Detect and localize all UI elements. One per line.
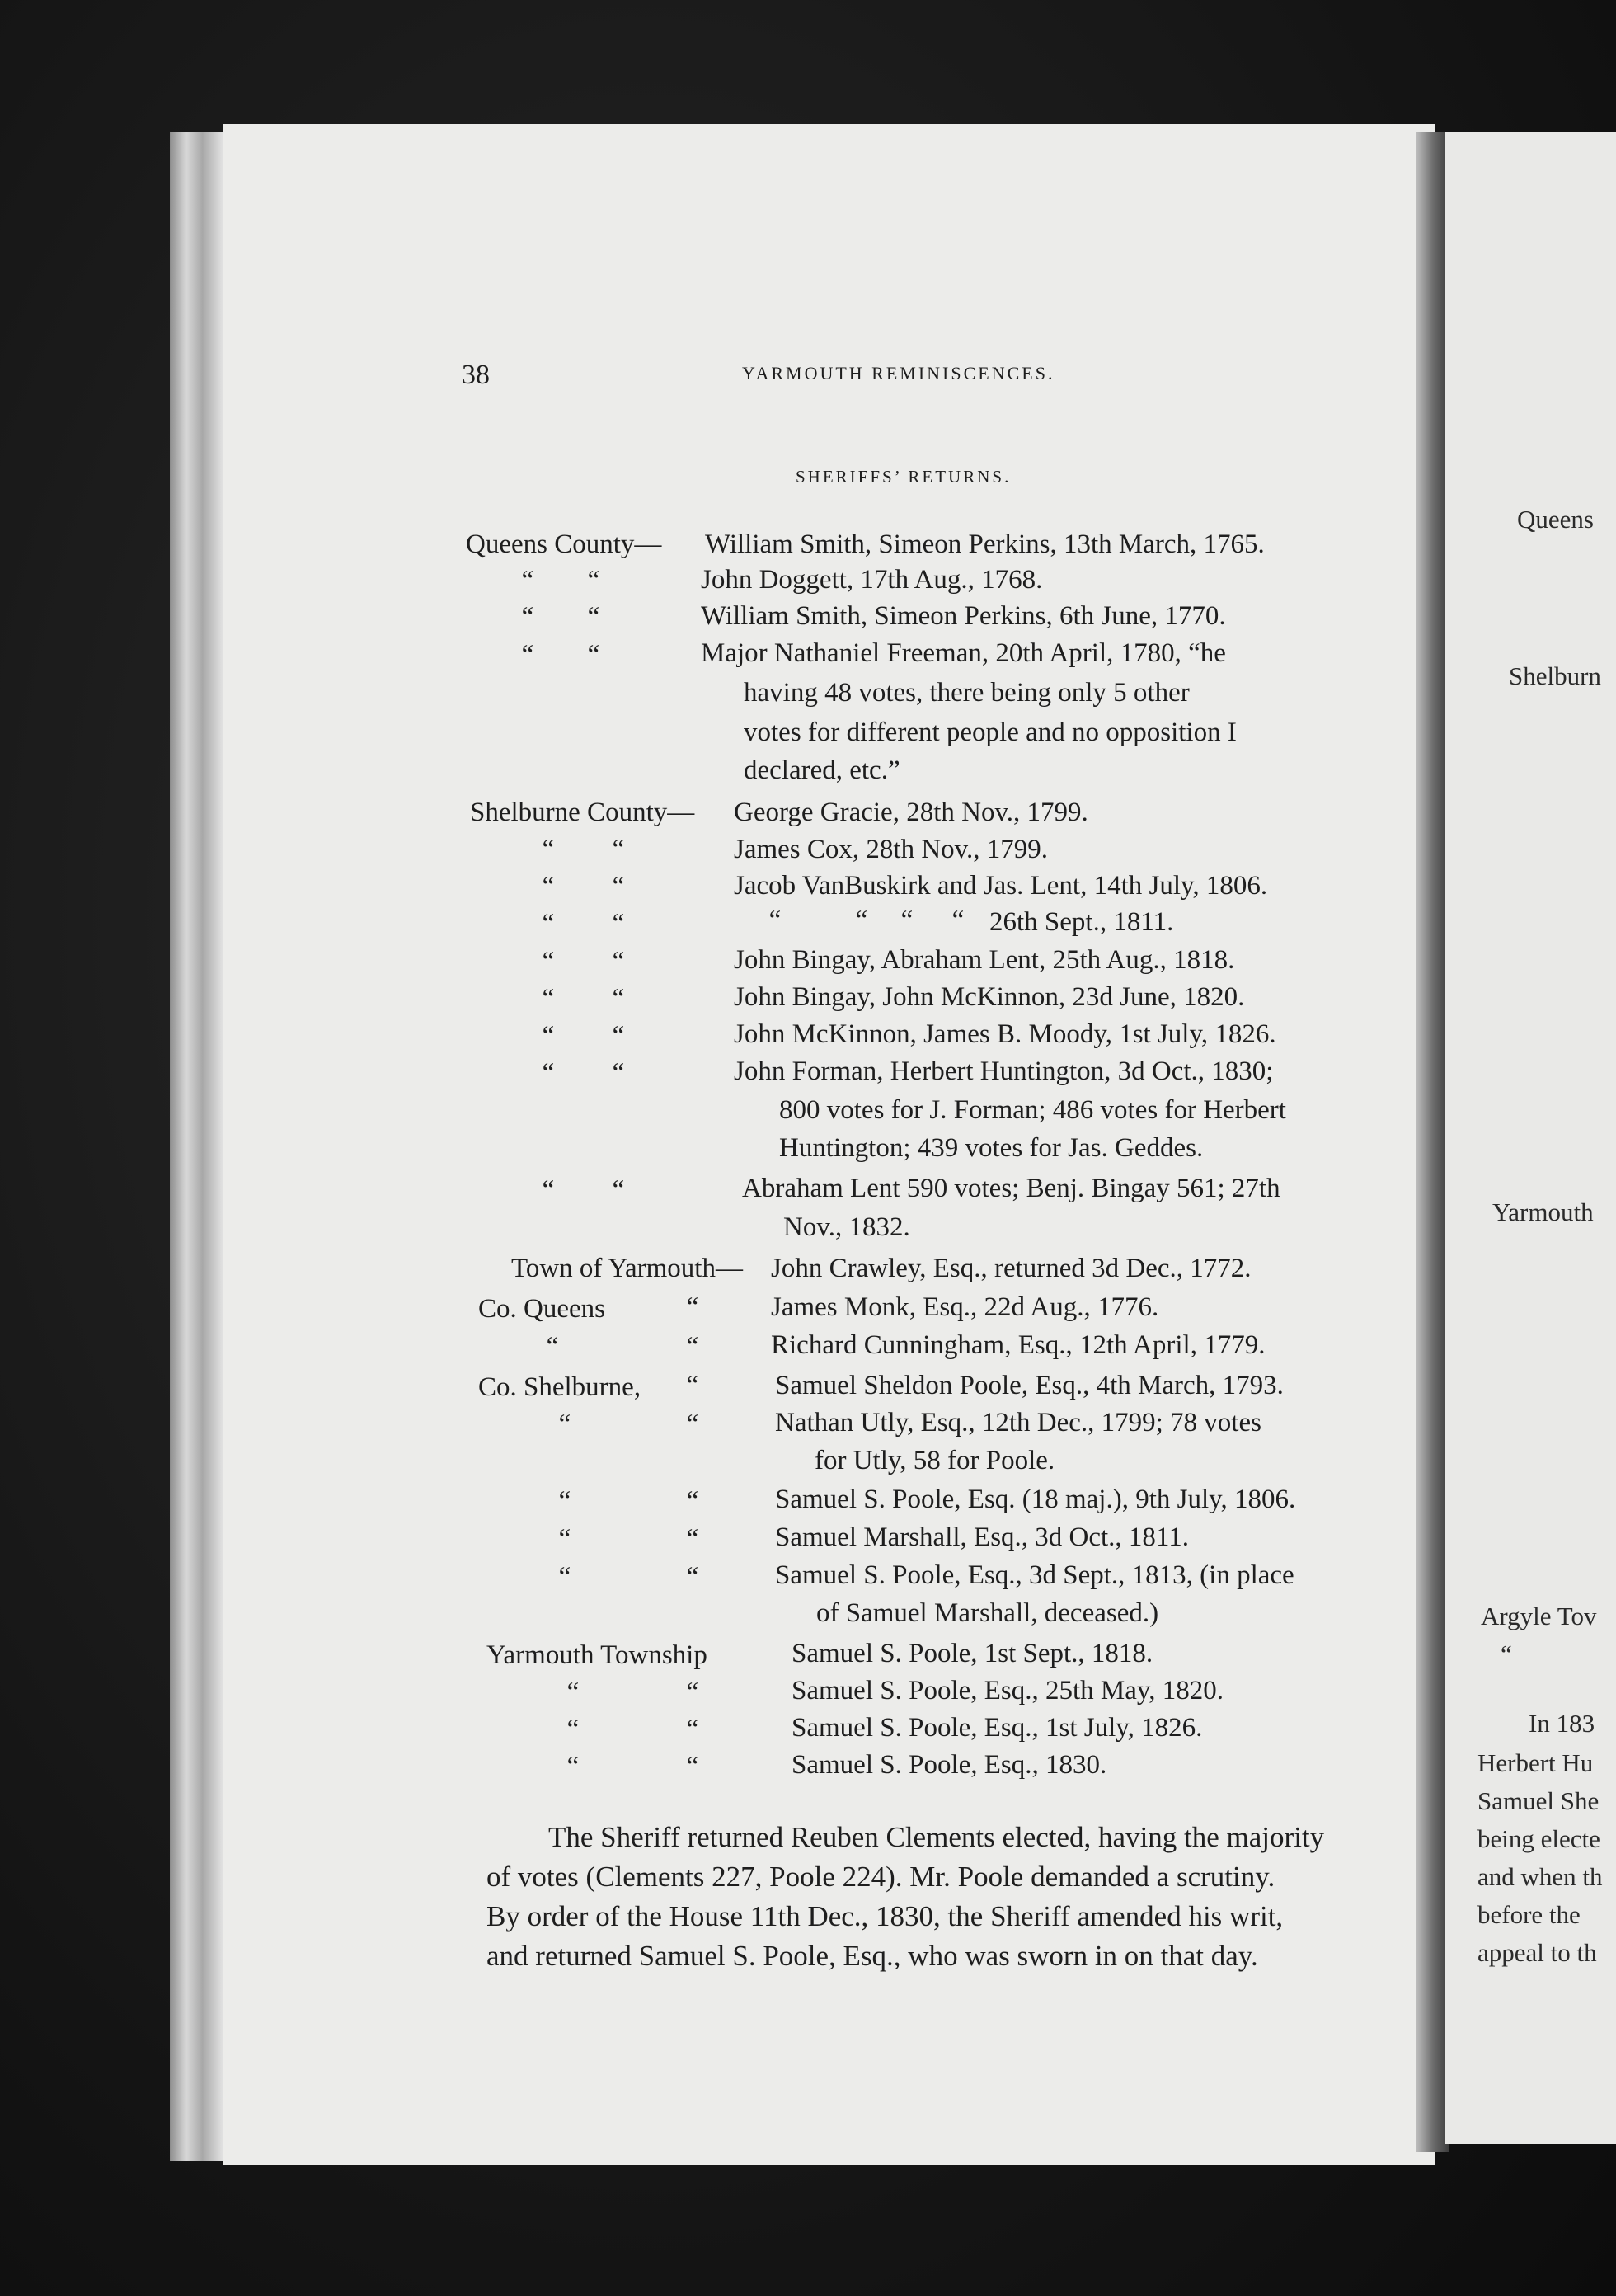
ditto-mark: “ [542, 909, 555, 939]
next-page-fragment: Herbert Hu [1477, 1748, 1594, 1777]
next-page-fragment: before the [1477, 1900, 1581, 1929]
next-page-fragment: Samuel She [1477, 1786, 1600, 1815]
entry-text-continued: Huntington; 439 votes for Jas. Geddes. [779, 1133, 1204, 1163]
next-page-fragment: appeal to th [1477, 1938, 1597, 1967]
ditto-mark: “ [612, 872, 625, 901]
next-page-fragment: Yarmouth [1492, 1197, 1594, 1226]
ditto-mark: “ [521, 640, 534, 670]
ditto-mark: “ [587, 640, 600, 670]
ditto-mark: “ [612, 835, 625, 864]
paragraph-line: The Sheriff returned Reuben Clements elected, having the majority [548, 1821, 1325, 1853]
entry-label: Queens County— [466, 529, 662, 559]
next-page-fragment: “ [1501, 1640, 1512, 1668]
entry-text: James Monk, Esq., 22d Aug., 1776. [771, 1292, 1159, 1322]
next-page-fragment: Shelburn [1509, 661, 1601, 690]
ditto-mark: “ [686, 1371, 699, 1400]
entry-text: John Bingay, Abraham Lent, 25th Aug., 1818. [734, 945, 1235, 975]
ditto-mark: “ [686, 1486, 699, 1516]
next-page-fragment: and when th [1477, 1862, 1603, 1891]
ditto-mark: “ [686, 1562, 699, 1592]
ditto-mark: “ [686, 1409, 699, 1439]
entry-text: Samuel S. Poole, 1st Sept., 1818. [792, 1639, 1153, 1668]
ditto-mark: “ [686, 1715, 699, 1744]
next-page-fragment: Queens [1517, 505, 1594, 534]
ditto-mark: “ [542, 947, 555, 976]
ditto-mark: “ [686, 1524, 699, 1554]
entry-text-continued: 800 votes for J. Forman; 486 votes for Herbert [779, 1095, 1286, 1125]
ditto-mark: “ [612, 984, 625, 1014]
ditto-mark: “ [612, 1021, 625, 1051]
ditto-mark: “ [587, 566, 600, 595]
ditto-mark: “ [558, 1486, 571, 1516]
ditto-mark: “ [521, 566, 534, 595]
entry-text: Major Nathaniel Freeman, 20th April, 1780, “he [701, 638, 1226, 668]
entry-text: George Gracie, 28th Nov., 1799. [734, 797, 1088, 827]
entry-text: Jacob VanBuskirk and Jas. Lent, 14th July, 1806. [734, 871, 1268, 901]
next-page-fragment: In 183 [1529, 1709, 1595, 1738]
ditto-mark: “ [542, 872, 555, 901]
entry-text: James Cox, 28th Nov., 1799. [734, 835, 1049, 864]
entry-text: John Bingay, John McKinnon, 23d June, 1820. [734, 982, 1245, 1012]
entry-text: John Forman, Herbert Huntington, 3d Oct., 1830; [734, 1056, 1274, 1086]
entry-text: William Smith, Simeon Perkins, 6th June, 1770. [701, 601, 1226, 631]
ditto-mark: “ [542, 1175, 555, 1205]
ditto-mark: “ [612, 1058, 625, 1088]
entry-text: Samuel S. Poole, Esq., 25th May, 1820. [792, 1676, 1224, 1706]
ditto-mark: “ [855, 906, 868, 935]
ditto-mark: “ [566, 1715, 580, 1744]
entry-text-continued: Nov., 1832. [783, 1212, 910, 1242]
book-page [223, 124, 1435, 2165]
entry-text: John Doggett, 17th Aug., 1768. [701, 565, 1043, 595]
entry-text-continued: for Utly, 58 for Poole. [815, 1446, 1055, 1475]
ditto-mark: “ [558, 1409, 571, 1439]
ditto-mark: “ [546, 1332, 559, 1362]
running-head: YARMOUTH REMINISCENCES. [742, 363, 1055, 383]
entry-text-continued: of Samuel Marshall, deceased.) [816, 1598, 1159, 1628]
next-page-edge [1445, 132, 1616, 2144]
ditto-mark: “ [951, 906, 965, 935]
entry-text: William Smith, Simeon Perkins, 13th March, 1765. [705, 529, 1265, 559]
ditto-mark: “ [900, 906, 914, 935]
next-page-fragment: being electe [1477, 1824, 1600, 1853]
ditto-mark: “ [542, 1058, 555, 1088]
entry-text: Nathan Utly, Esq., 12th Dec., 1799; 78 votes [775, 1408, 1261, 1437]
paragraph-line: of votes (Clements 227, Poole 224). Mr. Poole demanded a scrutiny. [486, 1861, 1275, 1893]
ditto-mark: “ [542, 1021, 555, 1051]
entry-label: Shelburne County— [470, 797, 695, 827]
ditto-mark: “ [612, 947, 625, 976]
entry-text: Richard Cunningham, Esq., 12th April, 1779. [771, 1330, 1266, 1360]
ditto-mark: “ [612, 1175, 625, 1205]
section-title: SHERIFFS’ RETURNS. [796, 467, 1012, 487]
entry-text: Abraham Lent 590 votes; Benj. Bingay 561; 27th [742, 1174, 1280, 1203]
entry-text: Samuel S. Poole, Esq., 1st July, 1826. [792, 1713, 1203, 1743]
entry-label: Co. Queens [478, 1294, 605, 1324]
ditto-mark: “ [587, 602, 600, 632]
ditto-mark: “ [566, 1677, 580, 1707]
entry-text: Samuel Sheldon Poole, Esq., 4th March, 1793. [775, 1371, 1284, 1400]
entry-text: John McKinnon, James B. Moody, 1st July, 1826. [734, 1019, 1276, 1049]
book-page-edges [170, 132, 224, 2161]
entry-text-continued: declared, etc.” [744, 755, 900, 785]
entry-label: Co. Shelburne, [478, 1372, 641, 1402]
ditto-mark: “ [558, 1524, 571, 1554]
paragraph-line: By order of the House 11th Dec., 1830, the Sheriff amended his writ, [486, 1900, 1284, 1932]
ditto-mark: “ [768, 906, 782, 935]
ditto-mark: “ [686, 1332, 699, 1362]
ditto-mark: “ [558, 1562, 571, 1592]
entry-text-continued: votes for different people and no opposition I [744, 718, 1237, 747]
entry-label: Town of Yarmouth— [511, 1254, 743, 1283]
ditto-mark: “ [566, 1752, 580, 1781]
paragraph-line: and returned Samuel S. Poole, Esq., who was sworn in on that day. [486, 1940, 1258, 1972]
ditto-mark: “ [686, 1677, 699, 1707]
ditto-mark: “ [612, 909, 625, 939]
entry-text: Samuel S. Poole, Esq., 1830. [792, 1750, 1107, 1780]
page-number: 38 [462, 360, 490, 390]
entry-label: Yarmouth Township [486, 1640, 707, 1670]
entry-text: Samuel S. Poole, Esq. (18 maj.), 9th July, 1806. [775, 1484, 1296, 1514]
ditto-mark: “ [686, 1752, 699, 1781]
entry-text: Samuel Marshall, Esq., 3d Oct., 1811. [775, 1522, 1189, 1552]
entry-text: Samuel S. Poole, Esq., 3d Sept., 1813, (in place [775, 1560, 1294, 1590]
entry-text: 26th Sept., 1811. [989, 907, 1174, 937]
entry-text: John Crawley, Esq., returned 3d Dec., 1772. [771, 1254, 1252, 1283]
ditto-mark: “ [542, 984, 555, 1014]
entry-text-continued: having 48 votes, there being only 5 other [744, 678, 1190, 708]
ditto-mark: “ [686, 1292, 699, 1322]
next-page-fragment: Argyle Tov [1481, 1602, 1597, 1630]
ditto-mark: “ [542, 835, 555, 864]
ditto-mark: “ [521, 602, 534, 632]
